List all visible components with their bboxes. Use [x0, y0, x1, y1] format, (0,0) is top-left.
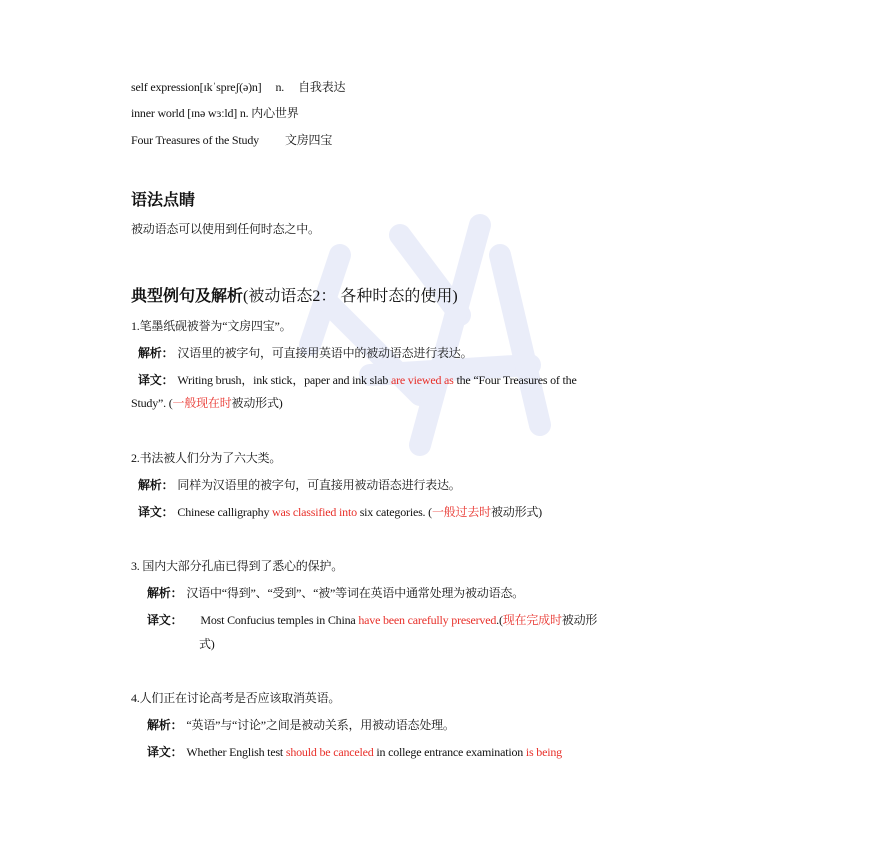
examples-heading-title: 典型例句及解析 — [131, 286, 244, 305]
example-3-sentence: 3. 国内大部分孔庙已得到了悉心的保护。 — [131, 559, 344, 573]
example-3-translation-cont: 式) — [199, 637, 215, 651]
grammar-heading: 语法点睛 — [131, 190, 196, 209]
passive-highlight: is being — [525, 745, 562, 759]
passive-highlight: was classified into — [272, 505, 357, 519]
example-2-sentence: 2.书法被人们分为了六大类。 — [131, 451, 282, 465]
translation-text: Whether English test — [186, 745, 286, 759]
vocab-term: inner world [ɪnə wɜːld] n. — [131, 106, 249, 120]
example-4-analysis — [147, 716, 455, 733]
translation-text: the “Four Treasures of the — [453, 373, 577, 387]
translation-text: six categories. ( — [356, 505, 432, 519]
translation-text: in college entrance examination — [373, 745, 526, 759]
analysis-label: 解析： — [138, 478, 174, 492]
translation-text: Most Confucius temples in China — [200, 613, 359, 627]
passive-highlight: should be canceled — [285, 745, 374, 759]
passive-highlight: have been carefully preserved — [358, 613, 497, 627]
vocab-meaning: 文房四宝 — [284, 133, 333, 147]
example-1-translation-cont — [131, 394, 283, 411]
translation-text: 被动形式) — [490, 505, 542, 519]
analysis-text: 汉语里的被字句，可直接用英语中的被动语态进行表达。 — [177, 346, 473, 360]
analysis-label: 解析： — [147, 586, 183, 600]
analysis-label: 解析： — [147, 718, 183, 732]
translation-text: 被动形 — [561, 613, 598, 627]
example-2-analysis — [138, 476, 461, 493]
examples-heading-subtitle: (被动语态2： 各种时态的使用) — [243, 288, 458, 305]
example-4-sentence: 4.人们正在讨论高考是否应该取消英语。 — [131, 691, 341, 705]
examples-heading — [131, 283, 458, 306]
grammar-text: 被动语态可以使用到任何时态之中。 — [131, 222, 320, 236]
translation-text: Study”. ( — [131, 396, 173, 410]
vocab-pos: n. — [275, 80, 285, 94]
passive-highlight: are viewed as — [390, 373, 454, 387]
analysis-text: “英语”与“讨论”之间是被动关系，用被动语态处理。 — [186, 718, 455, 732]
translation-label: 译文： — [147, 745, 183, 759]
translation-text: 被动形式) — [231, 396, 283, 410]
tense-highlight: 一般过去时 — [431, 505, 491, 519]
example-3-translation — [147, 611, 597, 628]
example-1-sentence: 1.笔墨纸砚被誉为“文房四宝”。 — [131, 319, 292, 333]
example-1-translation — [138, 371, 577, 388]
analysis-text: 同样为汉语里的被字句，可直接用被动语态进行表达。 — [177, 478, 461, 492]
example-2-translation — [138, 503, 542, 520]
tense-highlight: 现在完成时 — [502, 613, 562, 627]
tense-highlight: 一般现在时 — [172, 396, 232, 410]
vocab-meaning: 自我表达 — [298, 80, 346, 94]
translation-text: Chinese calligraphy — [177, 505, 273, 519]
vocab-meaning: 内心世界 — [251, 106, 299, 120]
vocab-term: self expression[ɪkˈspreʃ(ə)n] — [131, 80, 262, 94]
analysis-text: 汉语中“得到”、“受到”、“被”等词在英语中通常处理为被动语态。 — [186, 586, 524, 600]
analysis-label: 解析： — [138, 346, 174, 360]
translation-label: 译文： — [138, 373, 174, 387]
example-3-analysis — [147, 584, 524, 601]
vocab-term: Four Treasures of the Study — [131, 133, 259, 147]
translation-text: Writing brush，ink stick，paper and ink slab — [177, 373, 391, 387]
example-1-analysis — [138, 344, 472, 361]
vocab-line-2 — [131, 104, 299, 121]
vocab-line-1 — [131, 78, 345, 95]
example-4-translation — [147, 743, 562, 760]
translation-label: 译文： — [138, 505, 174, 519]
vocab-line-3 — [131, 131, 332, 148]
translation-label: 译文： — [147, 613, 183, 627]
translation-text: .( — [496, 613, 503, 627]
